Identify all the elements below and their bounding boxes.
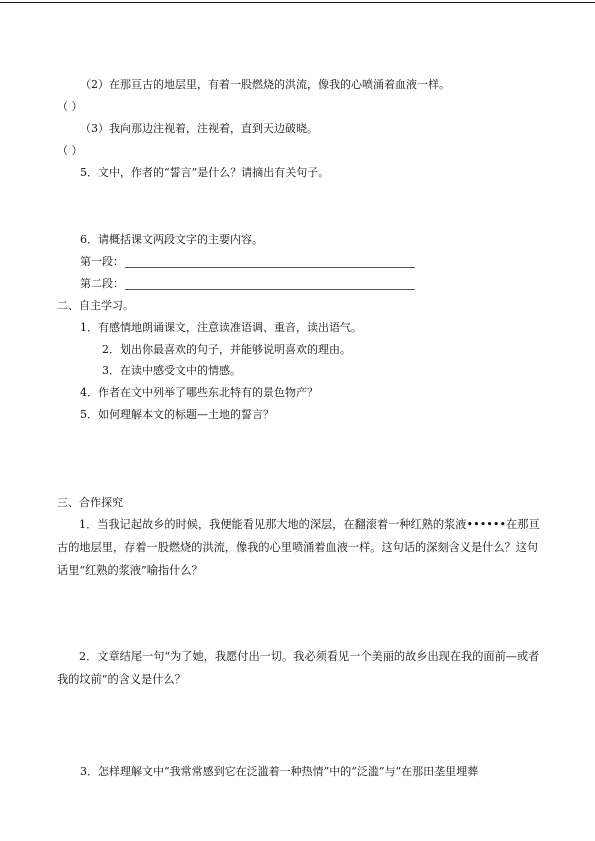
answer-parentheses-3: （ ） [57, 144, 83, 157]
exercise-item-2: （2）在那亘古的地层里，有着一股燃烧的洪流，像我的心喷涌着血液一样。 [80, 78, 450, 91]
segment-2-label: 第二段： [80, 277, 124, 290]
cooperative-question-1: 1．当我记起故乡的时候，我便能看见那大地的深层，在翻滚着一种红熟的浆液••••••在那亘古的地层里，存着一股燃烧的洪流，像我的心里喷涌着血液一样。这句话的深刻含义是什么？这句话里“红熟的浆液”喻指什么？ [57, 518, 540, 577]
segment-2-answer-line [125, 289, 415, 290]
section-2-heading: 二、自主学习。 [57, 299, 134, 312]
question-5: 5．文中，作者的“誓言”是什么？请摘出有关句子。 [80, 166, 330, 179]
cooperative-question-2: 2．文章结尾一句“为了她，我愿付出一切。我必须看见一个美丽的故乡出现在我的面前—或者我的坟前”的含义是什么？ [57, 650, 540, 686]
self-study-item-1: 1．有感情地朗诵课文，注意读准语调、重音，读出语气。 [80, 321, 362, 334]
self-study-item-4: 4．作者在文中列举了哪些东北特有的景色物产？ [80, 386, 318, 399]
section-3-heading: 三、合作探究 [57, 496, 123, 509]
question-6: 6．请概括课文两段文字的主要内容。 [80, 233, 263, 246]
segment-1-answer-line [125, 267, 415, 268]
cooperative-question-3: 3．怎样理解文中“我常常感到它在泛滥着一种热情”中的“泛滥”与“在那田垄里埋葬 [80, 765, 479, 778]
answer-parentheses-2: （ ） [57, 100, 83, 113]
top-border-line [0, 2, 595, 3]
exercise-item-3: （3）我向那边注视着，注视着，直到天边破晓。 [80, 122, 318, 135]
self-study-item-5: 5．如何理解本文的标题—土地的誓言？ [80, 408, 274, 421]
self-study-item-3: 3．在读中感受文中的情感。 [102, 364, 241, 377]
segment-1-label: 第一段： [80, 255, 124, 268]
self-study-item-2: 2．划出你最喜欢的句子，并能够说明喜欢的理由。 [102, 343, 351, 356]
